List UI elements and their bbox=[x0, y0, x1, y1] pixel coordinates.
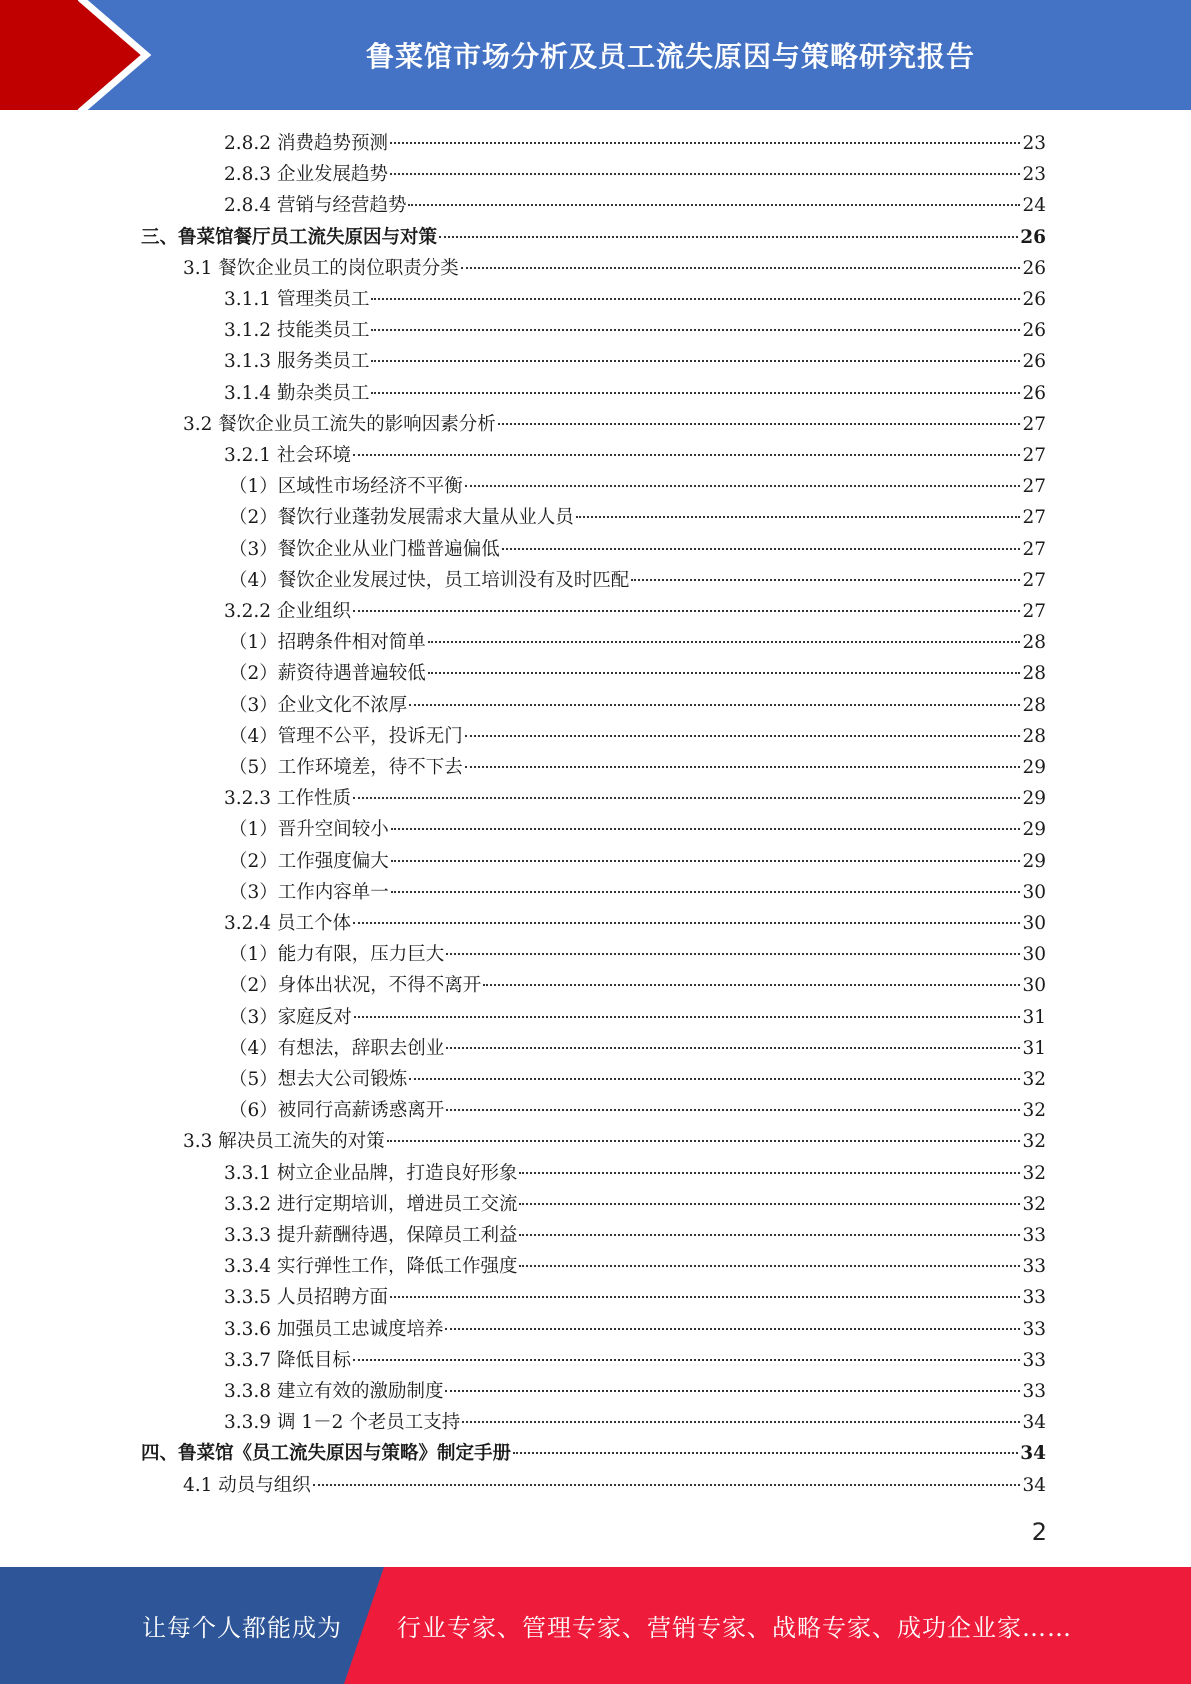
toc-entry-title: 3.3.8 建立有效的激励制度 bbox=[224, 1381, 444, 1402]
footer-slogan-left: 让每个人都能成为 bbox=[142, 1614, 342, 1642]
page-number: 2 bbox=[1031, 1518, 1047, 1546]
toc-entry-page: 28 bbox=[1022, 632, 1046, 654]
toc-entry-page: 29 bbox=[1022, 850, 1046, 872]
toc-entry-title: 2.8.3 企业发展趋势 bbox=[224, 164, 388, 186]
toc-dot-leader bbox=[519, 1203, 1020, 1205]
toc-entry-page: 34 bbox=[1022, 1474, 1046, 1496]
toc-entry-title: 3.3.2 进行定期培训，增进员工交流 bbox=[224, 1193, 518, 1215]
toc-dot-leader bbox=[462, 1421, 1020, 1423]
toc-dot-leader bbox=[353, 610, 1021, 612]
toc-entry-title: 3.2 餐饮企业员工流失的影响因素分析 bbox=[183, 413, 496, 435]
toc-entry[interactable] bbox=[229, 471, 1046, 502]
toc-dot-leader bbox=[576, 516, 1021, 518]
toc-dot-leader bbox=[409, 1078, 1020, 1080]
toc-dot-leader bbox=[519, 1172, 1020, 1174]
toc-dot-leader bbox=[371, 329, 1020, 331]
toc-entry-title: 3.3.4 实行弹性工作，降低工作强度 bbox=[224, 1256, 518, 1278]
toc-entry-title: （2）薪资待遇普遍较低 bbox=[229, 663, 426, 685]
toc-entry[interactable] bbox=[224, 1407, 1046, 1438]
toc-entry[interactable] bbox=[224, 1314, 1046, 1345]
toc-entry[interactable] bbox=[229, 1095, 1046, 1126]
toc-entry[interactable] bbox=[224, 1345, 1046, 1376]
toc-entry-page: 29 bbox=[1022, 788, 1046, 810]
toc-dot-leader bbox=[483, 984, 1020, 986]
toc-dot-leader bbox=[446, 1109, 1020, 1111]
toc-dot-leader bbox=[446, 953, 1020, 955]
toc-entry-page: 30 bbox=[1022, 913, 1046, 934]
toc-dot-leader bbox=[353, 797, 1021, 799]
toc-entry[interactable] bbox=[224, 1251, 1046, 1282]
toc-entry[interactable] bbox=[183, 409, 1046, 440]
toc-entry-page: 31 bbox=[1022, 1037, 1046, 1059]
toc-dot-leader bbox=[408, 204, 1020, 206]
toc-entry-page: 23 bbox=[1022, 164, 1046, 186]
toc-entry-page: 27 bbox=[1022, 601, 1046, 622]
toc-entry[interactable] bbox=[224, 128, 1046, 159]
toc-entry-page: 33 bbox=[1022, 1225, 1046, 1246]
toc-entry-title: （2）工作强度偏大 bbox=[229, 850, 389, 872]
toc-entry-page: 27 bbox=[1022, 413, 1046, 435]
toc-entry-title: 3.1.2 技能类员工 bbox=[224, 320, 370, 342]
toc-dot-leader bbox=[631, 579, 1020, 581]
toc-entry[interactable] bbox=[229, 534, 1046, 565]
toc-dot-leader bbox=[390, 142, 1020, 144]
toc-entry[interactable] bbox=[229, 970, 1046, 1001]
toc-dot-leader bbox=[353, 454, 1021, 456]
toc-entry-title: 3.3.6 加强员工忠诚度培养 bbox=[224, 1318, 444, 1340]
toc-entry-title: （1）能力有限，压力巨大 bbox=[229, 944, 445, 966]
toc-dot-leader bbox=[446, 1047, 1020, 1049]
toc-dot-leader bbox=[391, 860, 1021, 862]
toc-entry-title: 3.3.1 树立企业品牌，打造良好形象 bbox=[224, 1162, 518, 1184]
toc-entry-title: 四、鲁菜馆《员工流失原因与策略》制定手册 bbox=[141, 1443, 512, 1465]
toc-entry-title: 3.1.4 勤杂类员工 bbox=[224, 382, 370, 404]
toc-entry[interactable] bbox=[183, 253, 1046, 284]
toc-entry-page: 30 bbox=[1022, 975, 1046, 997]
toc-entry-page: 32 bbox=[1022, 1131, 1046, 1153]
toc-dot-leader bbox=[353, 1359, 1021, 1361]
toc-entry-title: （3）家庭反对 bbox=[229, 1006, 352, 1028]
toc-dot-leader bbox=[461, 267, 1021, 269]
toc-entry[interactable] bbox=[229, 814, 1046, 845]
toc-dot-leader bbox=[409, 704, 1020, 706]
toc-entry-title: （1）区域性市场经济不平衡 bbox=[229, 476, 463, 498]
toc-entry-page: 26 bbox=[1022, 351, 1046, 373]
toc-entry[interactable] bbox=[229, 565, 1046, 596]
toc-entry[interactable] bbox=[141, 1438, 1046, 1469]
toc-entry-page: 34 bbox=[1020, 1443, 1046, 1465]
toc-entry-page: 34 bbox=[1022, 1412, 1046, 1434]
toc-entry[interactable] bbox=[229, 721, 1046, 752]
toc-entry[interactable] bbox=[224, 1158, 1046, 1189]
toc-dot-leader bbox=[498, 423, 1021, 425]
footer-slogan-right: 行业专家、管理专家、营销专家、战略专家、成功企业家…… bbox=[397, 1614, 1072, 1642]
toc-entry-title: 2.8.4 营销与经营趋势 bbox=[224, 195, 407, 217]
toc-entry-page: 30 bbox=[1022, 881, 1046, 903]
toc-dot-leader bbox=[371, 392, 1020, 394]
toc-entry-page: 29 bbox=[1022, 819, 1046, 841]
toc-entry-title: 3.2.2 企业组织 bbox=[224, 601, 351, 622]
toc-entry-page: 33 bbox=[1022, 1349, 1046, 1371]
toc-dot-leader bbox=[445, 1390, 1020, 1392]
toc-entry-title: 3.3.3 提升薪酬待遇，保障员工利益 bbox=[224, 1225, 518, 1246]
toc-dot-leader bbox=[391, 891, 1021, 893]
toc-entry-page: 33 bbox=[1022, 1318, 1046, 1340]
toc-entry[interactable] bbox=[229, 627, 1046, 658]
toc-dot-leader bbox=[371, 360, 1020, 362]
toc-entry-page: 27 bbox=[1022, 569, 1046, 591]
toc-dot-leader bbox=[313, 1484, 1021, 1486]
toc-dot-leader bbox=[390, 173, 1020, 175]
toc-entry-page: 30 bbox=[1022, 944, 1046, 966]
toc-entry[interactable] bbox=[229, 1064, 1046, 1095]
toc-entry-title: 3.2.4 员工个体 bbox=[224, 913, 351, 934]
toc-entry-page: 32 bbox=[1022, 1069, 1046, 1090]
toc-dot-leader bbox=[390, 1296, 1020, 1298]
toc-dot-leader bbox=[519, 1265, 1020, 1267]
toc-entry[interactable] bbox=[224, 783, 1046, 814]
toc-dot-leader bbox=[445, 1328, 1020, 1330]
toc-entry-page: 26 bbox=[1020, 226, 1046, 248]
toc-entry-page: 27 bbox=[1022, 507, 1046, 529]
toc-entry-page: 33 bbox=[1022, 1256, 1046, 1278]
toc-entry-page: 28 bbox=[1022, 663, 1046, 685]
toc-entry[interactable] bbox=[141, 222, 1046, 253]
toc-entry[interactable] bbox=[224, 440, 1046, 471]
toc-entry[interactable] bbox=[229, 846, 1046, 877]
toc-entry[interactable] bbox=[224, 1189, 1046, 1220]
toc-entry-title: 2.8.2 消费趋势预测 bbox=[224, 133, 388, 154]
toc-entry-page: 23 bbox=[1022, 133, 1046, 154]
toc-entry[interactable] bbox=[229, 752, 1046, 783]
toc-entry-title: （3）企业文化不浓厚 bbox=[229, 694, 408, 716]
toc-entry-title: （4）有想法，辞职去创业 bbox=[229, 1037, 445, 1059]
toc-dot-leader bbox=[428, 672, 1021, 674]
toc-entry-page: 32 bbox=[1022, 1100, 1046, 1122]
toc-dot-leader bbox=[387, 1140, 1021, 1142]
toc-entry-title: （1）晋升空间较小 bbox=[229, 819, 389, 841]
toc-dot-leader bbox=[439, 236, 1018, 238]
toc-entry-page: 31 bbox=[1022, 1006, 1046, 1028]
toc-dot-leader bbox=[519, 1234, 1020, 1236]
toc-entry[interactable] bbox=[224, 346, 1046, 377]
toc-entry-page: 26 bbox=[1022, 289, 1046, 310]
toc-entry[interactable] bbox=[224, 1282, 1046, 1313]
toc-dot-leader bbox=[353, 922, 1021, 924]
document-title: 鲁菜馆市场分析及员工流失原因与策略研究报告 bbox=[365, 40, 975, 73]
toc-entry[interactable] bbox=[229, 690, 1046, 721]
toc-entry-page: 27 bbox=[1022, 445, 1046, 466]
toc-dot-leader bbox=[354, 1016, 1021, 1018]
toc-entry-title: 3.1.1 管理类员工 bbox=[224, 289, 370, 310]
toc-entry-title: 4.1 动员与组织 bbox=[183, 1474, 311, 1496]
toc-entry-page: 32 bbox=[1022, 1162, 1046, 1184]
toc-entry[interactable] bbox=[224, 1376, 1046, 1407]
toc-entry[interactable] bbox=[224, 1220, 1046, 1251]
toc-entry[interactable] bbox=[224, 190, 1046, 221]
toc-entry[interactable] bbox=[229, 939, 1046, 970]
toc-entry-page: 28 bbox=[1022, 725, 1046, 747]
toc-entry[interactable] bbox=[224, 378, 1046, 409]
toc-dot-leader bbox=[428, 641, 1021, 643]
toc-entry[interactable] bbox=[229, 658, 1046, 689]
toc-entry-title: （2）身体出状况，不得不离开 bbox=[229, 975, 482, 997]
toc-entry-title: （6）被同行高薪诱惑离开 bbox=[229, 1100, 445, 1122]
toc-entry-title: 3.2.3 工作性质 bbox=[224, 788, 351, 810]
page-footer bbox=[0, 1567, 1191, 1684]
toc-dot-leader bbox=[391, 828, 1021, 830]
toc-dot-leader bbox=[465, 485, 1021, 487]
toc-entry-title: （3）工作内容单一 bbox=[229, 881, 389, 903]
toc-dot-leader bbox=[465, 766, 1021, 768]
toc-entry-title: 3.3.9 调 1－2 个老员工支持 bbox=[224, 1412, 461, 1434]
toc-entry[interactable] bbox=[224, 159, 1046, 190]
toc-entry-title: 3.1 餐饮企业员工的岗位职责分类 bbox=[183, 257, 459, 279]
toc-dot-leader bbox=[502, 548, 1021, 550]
toc-entry-page: 27 bbox=[1022, 476, 1046, 498]
toc-entry-title: 3.3 解决员工流失的对策 bbox=[183, 1131, 385, 1153]
toc-entry-title: （5）想去大公司锻炼 bbox=[229, 1069, 408, 1090]
toc-entry-page: 33 bbox=[1022, 1287, 1046, 1309]
toc-entry-page: 32 bbox=[1022, 1193, 1046, 1215]
toc-entry[interactable] bbox=[224, 596, 1046, 627]
toc-entry-page: 28 bbox=[1022, 694, 1046, 716]
toc-dot-leader bbox=[513, 1452, 1018, 1454]
toc-entry-title: 3.1.3 服务类员工 bbox=[224, 351, 370, 373]
toc-dot-leader bbox=[465, 735, 1021, 737]
toc-entry-page: 33 bbox=[1022, 1381, 1046, 1402]
toc-entry[interactable] bbox=[224, 315, 1046, 346]
toc-entry-title: （4）管理不公平，投诉无门 bbox=[229, 725, 463, 747]
toc-entry-page: 29 bbox=[1022, 757, 1046, 778]
header-red-arrow bbox=[0, 0, 142, 110]
toc-entry-title: 3.3.7 降低目标 bbox=[224, 1349, 351, 1371]
toc-dot-leader bbox=[371, 298, 1020, 300]
toc-entry-title: （3）餐饮企业从业门槛普遍偏低 bbox=[229, 538, 500, 560]
toc-entry[interactable] bbox=[183, 1470, 1046, 1501]
toc-entry[interactable] bbox=[224, 908, 1046, 939]
toc-entry-page: 26 bbox=[1022, 382, 1046, 404]
toc-entry[interactable] bbox=[229, 1002, 1046, 1033]
toc-entry[interactable] bbox=[229, 502, 1046, 533]
toc-entry-page: 24 bbox=[1022, 195, 1046, 217]
toc-entry-title: （4）餐饮企业发展过快，员工培训没有及时匹配 bbox=[229, 569, 630, 591]
page-header bbox=[0, 0, 1191, 110]
toc-entry-title: 三、鲁菜馆餐厅员工流失原因与对策 bbox=[141, 226, 438, 248]
toc-entry[interactable] bbox=[183, 1126, 1046, 1157]
toc-entry-page: 27 bbox=[1022, 538, 1046, 560]
toc-entry-title: （2）餐饮行业蓬勃发展需求大量从业人员 bbox=[229, 507, 574, 529]
toc-entry-title: （5）工作环境差，待不下去 bbox=[229, 757, 463, 778]
toc-entry-title: （1）招聘条件相对简单 bbox=[229, 632, 426, 654]
toc-entry-title: 3.3.5 人员招聘方面 bbox=[224, 1287, 388, 1309]
toc-entry-page: 26 bbox=[1022, 320, 1046, 342]
toc-entry[interactable] bbox=[229, 1033, 1046, 1064]
toc-entry-page: 26 bbox=[1022, 257, 1046, 279]
toc-entry[interactable] bbox=[229, 877, 1046, 908]
toc-entry[interactable] bbox=[224, 284, 1046, 315]
toc-entry-title: 3.2.1 社会环境 bbox=[224, 445, 351, 466]
